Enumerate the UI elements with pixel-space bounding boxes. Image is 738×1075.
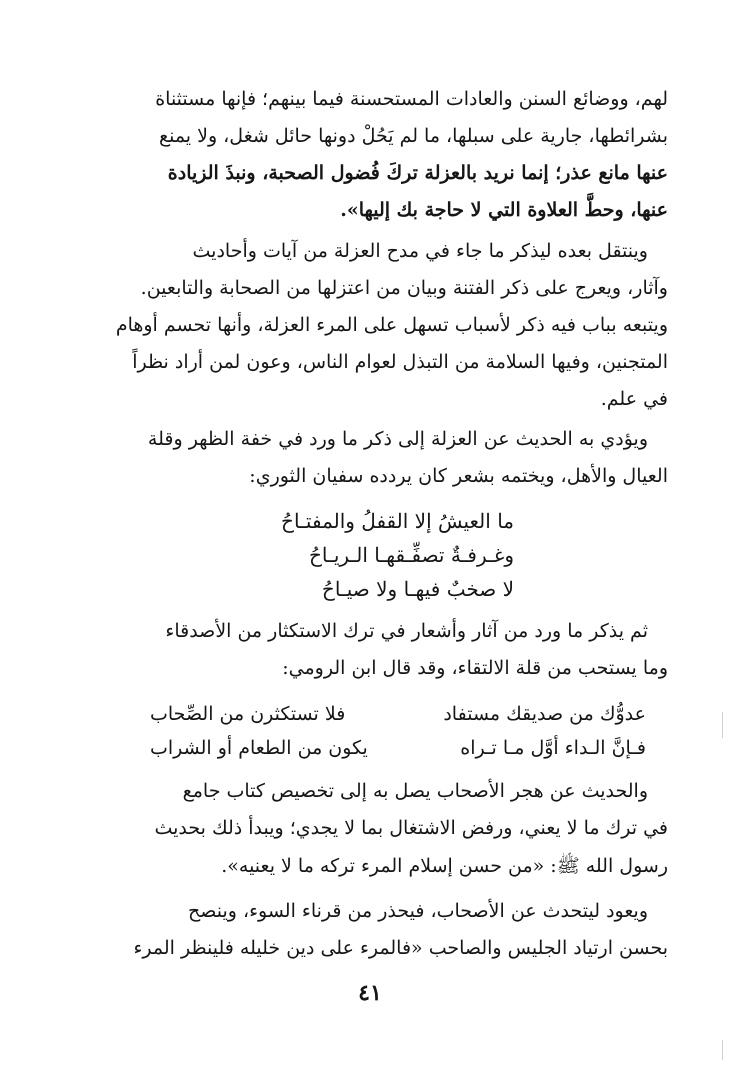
paragraph-3: [108, 428, 668, 508]
text-line: ويعود ليتحدث عن الأصحاب، فيحذر من قرناء السوء، وينصح: [187, 900, 648, 922]
text-line: ويؤدي به الحديث عن العزلة إلى ذكر ما ورد في خفة الظهر وقلة: [147, 428, 648, 450]
poem-hemistich-left: يكون من الطعام أو الشراب: [150, 737, 368, 759]
text-line: في علم.: [600, 388, 668, 410]
paragraph-4: [108, 620, 668, 700]
poem-hemistich-right: عدوُّك من صديقك مستفاد: [443, 703, 646, 725]
text-line: لهم، ووضائع السنن والعادات المستحسنة فيما بينهم؛ فإنها مستثناة: [155, 88, 668, 110]
text-line: العيال والأهل، ويختمه بشعر كان يردده سفيان الثوري:: [249, 465, 668, 487]
scan-edge-mark: [722, 712, 723, 738]
text-line-emphasis: عنها، وحطَّ العلاوة التي لا حاجة بك إليها».: [340, 199, 668, 221]
text-line: في ترك ما لا يعني، ورفض الاشتغال بما لا يجدي؛ ويبدأ ذلك بحديث: [154, 817, 668, 839]
poem-verse: ما العيشُ إلا القفلُ والمفتـاحُ: [281, 509, 514, 533]
text-line-emphasis: عنها مانع عذر؛ إنما نريد بالعزلة تركَ فُضول الصحبة، ونبذَ الزيادة: [167, 162, 668, 184]
paragraph-2: [108, 240, 668, 430]
text-line: رسول الله ﷺ: «من حسن إسلام المرء تركه ما لا يعنيه».: [221, 855, 668, 877]
text-line: ثم يذكر ما ورد من آثار وأشعار في ترك الاستكثار من الأصدقاء: [165, 620, 648, 642]
paragraph-6: [108, 900, 668, 980]
page-number: ٤١: [358, 980, 382, 1006]
poem-verse: وغـرفـةٌ تصفِّـقهـا الـريـاحُ: [308, 543, 514, 567]
poem-verse: لا صخبٌ فيهـا ولا صيـاحُ: [321, 577, 514, 601]
text-line: وينتقل بعده ليذكر ما جاء في مدح العزلة من آيات وأحاديث: [192, 240, 648, 262]
text-line: ويتبعه بباب فيه ذكر لأسباب تسهل على المرء العزلة، وأنها تحسم أوهام: [115, 314, 668, 336]
text-line: والحديث عن هجر الأصحاب يصل به إلى تخصيص كتاب جامع: [182, 780, 648, 802]
paragraph-5: [108, 780, 668, 895]
text-line: المتجنين، وفيها السلامة من التبذل لعوام الناس، وعون لمن أراد نظراً: [132, 351, 668, 373]
text-line: وآثار، ويعرج على ذكر الفتنة وبيان من اعتزلها من الصحابة والتابعين.: [140, 277, 668, 299]
text-line: بحسن ارتياد الجليس والصاحب «فالمرء على دين خليله فلينظر المرء: [133, 937, 668, 959]
paragraph-1: [108, 88, 668, 238]
poem-hemistich-left: فلا تستكثرن من الصِّحاب: [150, 703, 346, 725]
scan-edge-mark: [722, 1040, 723, 1060]
text-line: وما يستحب من قلة الالتقاء، وقد قال ابن الرومي:: [282, 657, 668, 679]
text-line: بشرائطها، جارية على سبلها، ما لم يَحُلْ دونها حائل شغل، ولا يمنع: [158, 125, 668, 147]
poem-hemistich-right: فـإنَّ الـداء أوَّل مـا تـراه: [460, 737, 646, 759]
